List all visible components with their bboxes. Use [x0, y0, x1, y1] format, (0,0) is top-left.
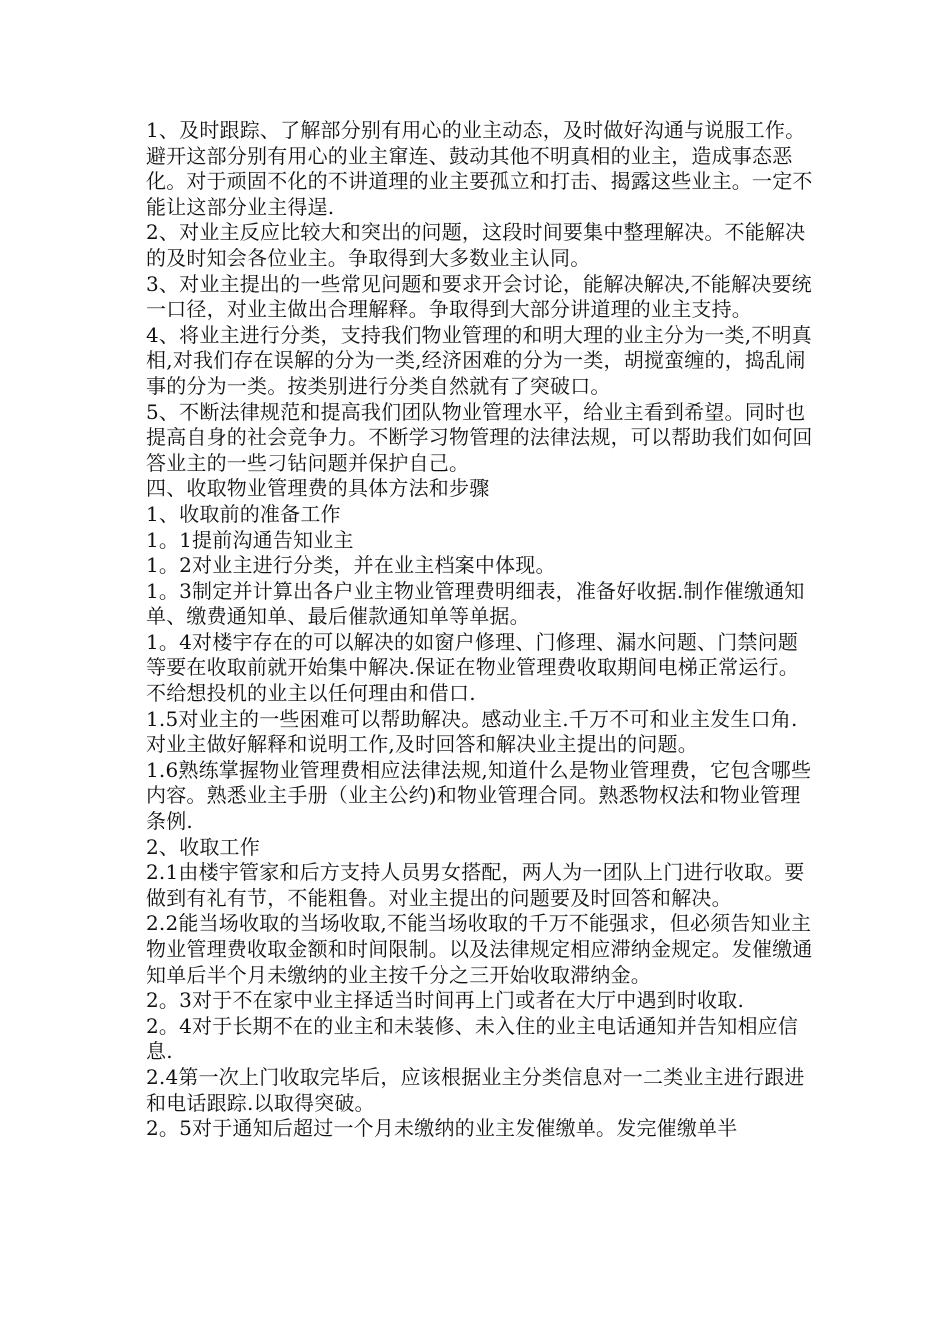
- paragraph: 1、及时跟踪、了解部分别有用心的业主动态，及时做好沟通与说服工作。避开这部分别有用心的业主窜连、鼓动其他不明真相的业主，造成事态恶化。对于顽固不化的不讲道理的业主要孤立和打击、揭露这些业主。一定不能让这部分业主得逞.: [146, 118, 813, 219]
- paragraph: 3、对业主提出的一些常见问题和要求开会讨论，能解决解决,不能解决要统一口径，对业主做出合理解释。争取得到大部分讲道理的业主支持。: [146, 271, 812, 322]
- paragraph: 2.1由楼宇管家和后方支持人员男女搭配，两人为一团队上门进行收取。要做到有礼有节，不能粗鲁。对业主提出的问题要及时回答和解决。: [146, 860, 805, 910]
- subsection-heading: 2、收取工作: [146, 834, 260, 859]
- paragraph: 1.5对业主的一些困难可以帮助解决。感动业主.千万不可和业主发生口角.对业主做好解释和说明工作,及时回答和解决业主提出的问题。: [146, 706, 798, 757]
- section-heading: 四、收取物业管理费的具体方法和步骤: [146, 476, 490, 501]
- paragraph: 5、不断法律规范和提高我们团队物业管理水平，给业主看到希望。同时也提高自身的社会竞争力。不断学习物管理的法律法规，可以帮助我们如何回答业主的一些刁钻问题并保护自己。: [146, 399, 813, 475]
- paragraph: 1.6熟练掌握物业管理费相应法律法规,知道什么是物业管理费，它包含哪些内容。熟悉业主手册（业主公约)和物业管理合同。熟悉物权法和物业管理条例.: [146, 757, 812, 834]
- subsection-heading: 1、收取前的准备工作: [146, 501, 341, 526]
- paragraph: 1。4对楼宇存在的可以解决的如窗户修理、门修理、漏水问题、门禁问题等要在收取前就开始集中解决.保证在物业管理费收取期间电梯正常运行。不给想投机的业主以任何理由和借口.: [146, 629, 799, 706]
- paragraph: 2.4第一次上门收取完毕后，应该根据业主分类信息对一二类业主进行跟进和电话跟踪.以取得突破。: [146, 1064, 805, 1115]
- paragraph: 2。4对于长期不在的业主和未装修、未入住的业主电话通知并告知相应信息.: [146, 1013, 799, 1064]
- paragraph: 1。3制定并计算出各户业主物业管理费明细表，准备好收据.制作催缴通知单、缴费通知单、最后催款通知单等单据。: [146, 578, 805, 629]
- paragraph: 2、对业主反应比较大和突出的问题，这段时间要集中整理解决。不能解决的及时知会各位业主。争取得到大多数业主认同。: [146, 220, 806, 270]
- paragraph: 4、将业主进行分类，支持我们物业管理的和明大理的业主分为一类,不明真相,对我们存在误解的分为一类,经济困难的分为一类，胡搅蛮缠的，捣乱闹事的分为一类。按类别进行分类自然就有了突破口。: [146, 322, 812, 398]
- paragraph: 2。3对于不在家中业主择适当时间再上门或者在大厅中遇到时收取.: [146, 988, 745, 1013]
- paragraph: 1。2对业主进行分类，并在业主档案中体现。: [146, 553, 556, 578]
- paragraph: 1。1提前沟通告知业主: [146, 527, 354, 552]
- document-body: [146, 118, 816, 1142]
- paragraph: 2.2能当场收取的当场收取,不能当场收取的千万不能强求，但必须告知业主物业管理费收取金额和时间限制。以及法律规定相应滞纳金规定。发催缴通知单后半个月未缴纳的业主按千分之三开始收取滞纳金。: [146, 911, 813, 987]
- paragraph: 2。5对于通知后超过一个月未缴纳的业主发催缴单。发完催缴单半: [146, 1116, 738, 1141]
